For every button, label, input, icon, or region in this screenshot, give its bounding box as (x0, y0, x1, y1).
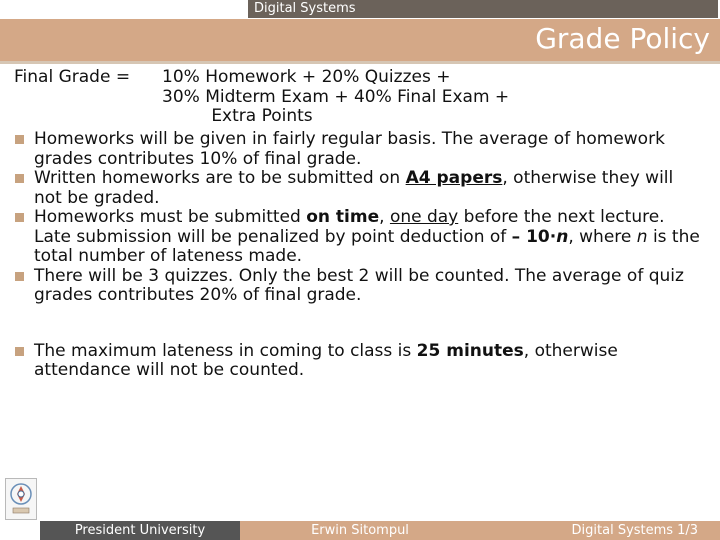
footer (0, 521, 720, 540)
bullet-text: The maximum lateness in coming to class is (34, 340, 417, 361)
emphasis-a4-papers: A4 papers (405, 168, 503, 188)
slide-title: Grade Policy (535, 22, 710, 55)
footer-course-page (480, 521, 720, 540)
footer-course: Digital Systems (571, 523, 674, 538)
emphasis-25-minutes: 25 minutes (416, 340, 524, 361)
grade-formula (14, 68, 704, 130)
bullet-text: Homeworks will be given in fairly regular basis. The average of homework grades contributes 10% of final grade. (34, 129, 665, 169)
bullet-text: Written homeworks are to be submitted on (34, 168, 406, 188)
formula-rhs-line3: Extra Points (211, 106, 313, 126)
formula-lhs: Final Grade = (14, 67, 131, 87)
footer-university: President University (40, 521, 240, 540)
spacer (14, 306, 704, 342)
bullet-text: before the next lecture. Late submission will be penalized by point deduction of (34, 207, 665, 247)
list-item (14, 342, 704, 381)
slide-content (14, 68, 704, 381)
formula-rhs-line2: 30% Midterm Exam + 40% Final Exam + (162, 86, 510, 107)
square-bullet-icon (15, 135, 24, 144)
variable-n: n (636, 226, 648, 247)
bullet-text: is the total number of lateness made. (34, 226, 700, 266)
square-bullet-icon (15, 174, 24, 183)
emphasis-one-day: one day (389, 207, 459, 227)
policy-list (14, 130, 704, 381)
title-divider-line (0, 18, 720, 19)
list-item (14, 169, 704, 208)
list-item (14, 267, 704, 306)
formula-rhs-line1: 10% Homework + 20% Quizzes + (162, 67, 451, 87)
list-item (14, 208, 704, 267)
penalty-variable: n (556, 226, 569, 247)
bullet-text: There will be 3 quizzes. Only the best 2 will be counted. The average of quiz grades contributes 20% of final grade. (34, 265, 684, 305)
bullet-text: , where (568, 226, 637, 247)
university-crest-icon (6, 479, 36, 519)
formula-rhs (162, 68, 602, 127)
university-logo (5, 478, 37, 520)
course-label: Digital Systems (248, 0, 718, 18)
footer-author: Erwin Sitompul (240, 521, 480, 540)
title-rule (0, 61, 720, 64)
bullet-text: Homeworks must be submitted (34, 207, 307, 227)
page-number: 1/3 (677, 523, 698, 538)
list-item (14, 130, 704, 169)
penalty-formula: – 10· (511, 226, 557, 247)
bullet-text: , (379, 207, 390, 227)
square-bullet-icon (15, 272, 24, 281)
bullet-text: , otherwise they will not be graded. (34, 168, 674, 208)
square-bullet-icon (15, 347, 24, 356)
bullet-text: , otherwise attendance will not be counted. (34, 340, 618, 380)
emphasis-on-time: on time (306, 207, 380, 227)
square-bullet-icon (15, 213, 24, 222)
